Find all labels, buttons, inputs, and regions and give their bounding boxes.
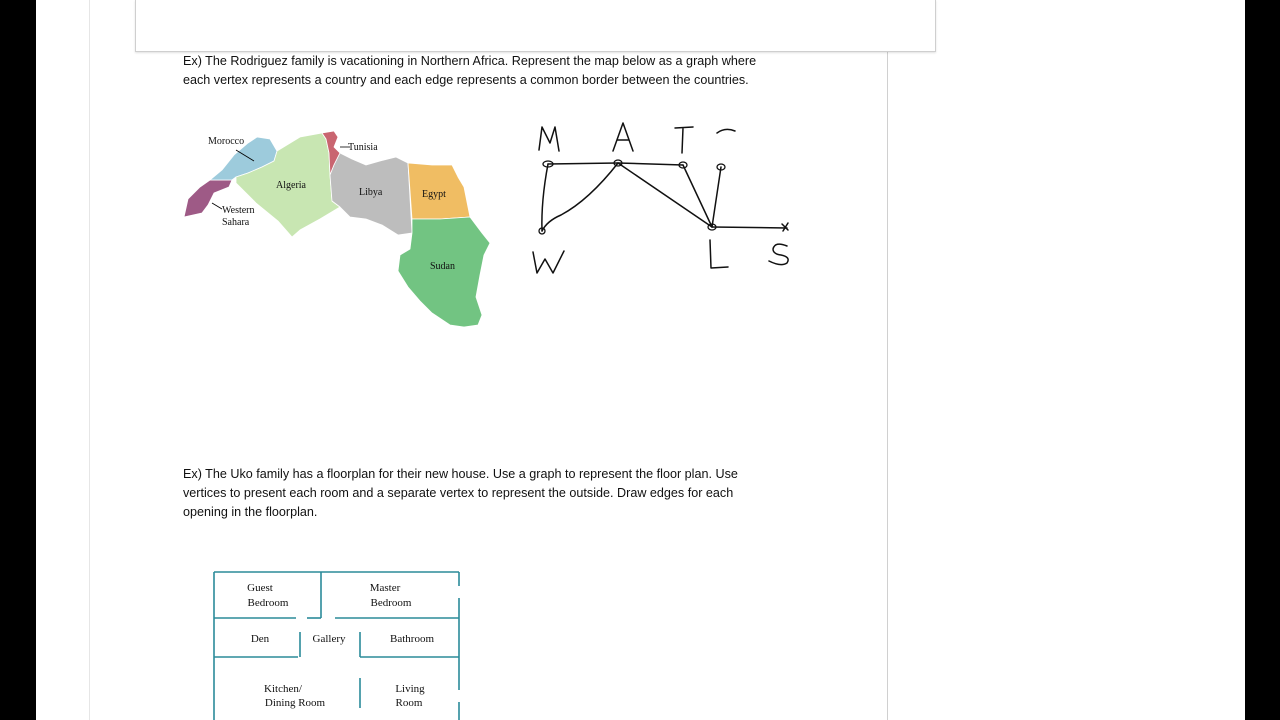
page-left-edge: [89, 0, 90, 720]
label-algeria: Algeria: [276, 180, 306, 191]
edge-a-t: [618, 163, 683, 165]
vertex-label-a: [613, 123, 633, 151]
right-letterbox: [1245, 0, 1280, 720]
label-egypt: Egypt: [422, 189, 446, 200]
room-living-1: Living: [395, 683, 425, 695]
vertex-label-w: [533, 251, 564, 273]
edge-a-l: [618, 163, 712, 227]
room-kitchen-2: Dining Room: [264, 697, 326, 709]
label-tunisia: Tunisia: [348, 142, 378, 153]
edge-m-w: [542, 164, 548, 231]
label-libya: Libya: [359, 187, 383, 198]
problem-2-line-3: opening in the floorplan.: [183, 505, 318, 519]
vertex-label-s: [769, 244, 788, 265]
vertex-s-mark: [782, 223, 788, 231]
room-den: Den: [250, 633, 270, 645]
label-morocco: Morocco: [208, 136, 245, 147]
label-western-sahara-1: Western: [222, 205, 255, 216]
edge-t2-l: [712, 167, 721, 227]
room-kitchen-1: Kitchen/: [264, 683, 302, 695]
problem-1-line-1: Ex) The Rodriguez family is vacationing in Northern Africa. Represent the map below as a graph where: [183, 54, 757, 68]
label-sudan: Sudan: [430, 261, 455, 272]
room-guest-2: Bedroom: [247, 597, 289, 609]
room-gallery: Gallery: [312, 633, 346, 645]
edge-a-w: [542, 163, 618, 231]
problem-2-line-1: Ex) The Uko family has a floorplan for their new house. Use a graph to represent the floor plan. Use: [183, 467, 738, 481]
problem-1-text: [183, 52, 803, 90]
edge-m-a: [548, 163, 618, 164]
previous-page-bottom: [135, 0, 936, 52]
vertex-label-m: [539, 127, 559, 151]
floorplan-diagram: [210, 568, 470, 720]
room-guest-1: Guest: [247, 582, 273, 594]
vertex-label-l: [710, 240, 728, 268]
vertex-label-t: [675, 127, 693, 153]
handwritten-graph: [525, 115, 795, 285]
problem-1-line-2: each vertex represents a country and each edge represents a common border between the countries.: [183, 73, 749, 87]
north-africa-map: [182, 125, 494, 333]
problem-2-text: [183, 465, 803, 522]
room-master-1: Master: [369, 582, 401, 594]
vertex-label-t-partial: [717, 129, 735, 133]
label-western-sahara-2: Sahara: [222, 217, 250, 228]
room-living-2: Room: [395, 697, 423, 709]
sudan-region: [398, 217, 490, 327]
room-bathroom: Bathroom: [390, 633, 434, 645]
page-right-edge: [887, 0, 888, 720]
room-master-2: Bedroom: [370, 597, 412, 609]
left-letterbox: [0, 0, 36, 720]
problem-2-line-2: vertices to present each room and a separate vertex to represent the outside. Draw edges for each: [183, 486, 734, 500]
edge-l-s: [712, 227, 787, 228]
